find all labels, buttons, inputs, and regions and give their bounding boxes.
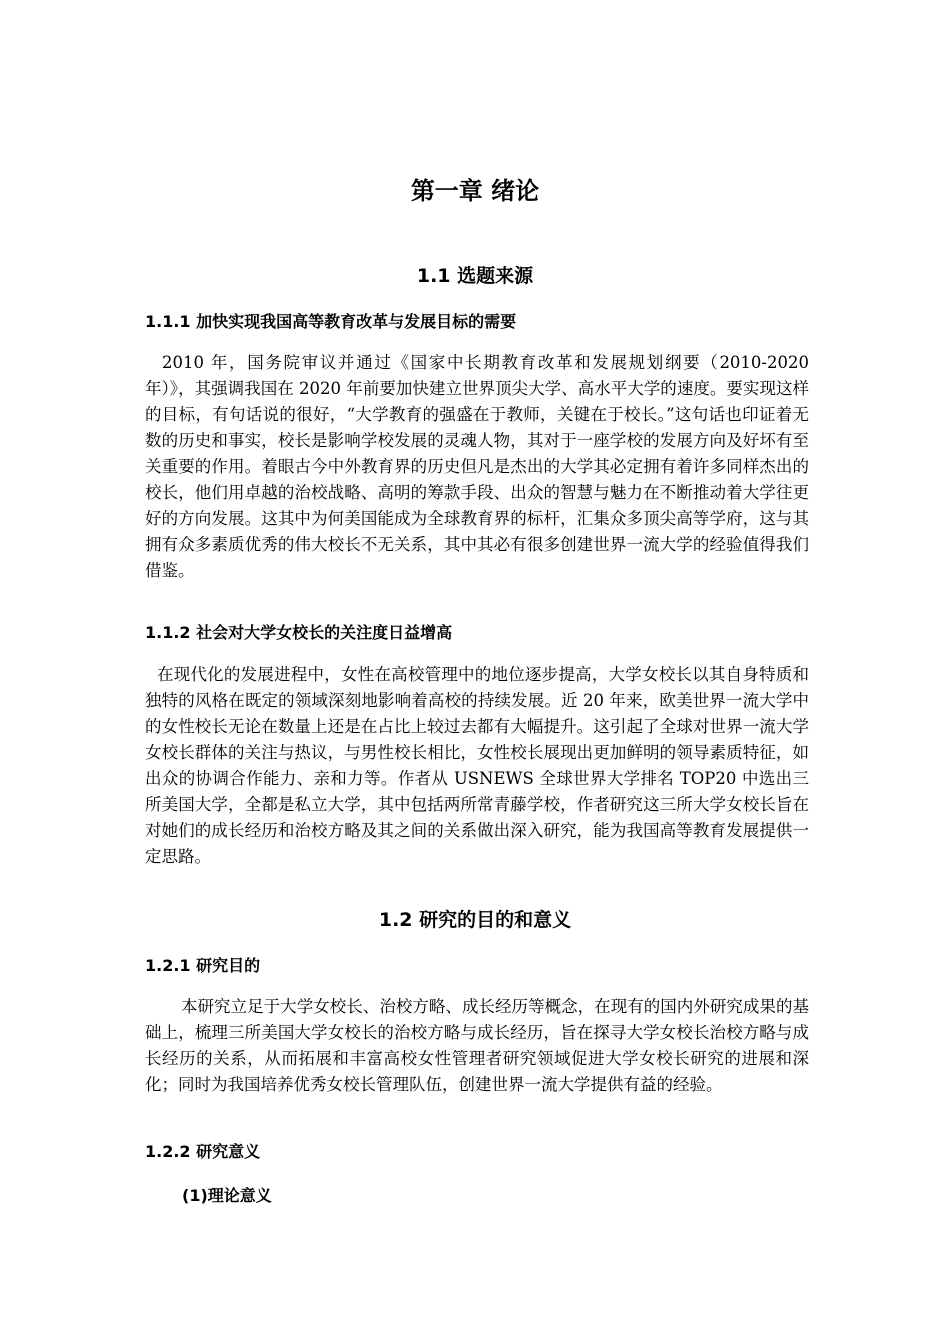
paragraph-1-1-2: 在现代化的发展进程中，女性在高校管理中的地位逐步提高，大学女校长以其自身特质和独特的风格在既定的领域深刻地影响着高校的持续发展。近 20 年来，欧美世界一流大学中的女性校长无论在数量上还是在占比上较过去都有大幅提升。这引起了全球对世界一流大学女校长群体的关注与热议，与男性校长相比，女性校长展现出更加鲜明的领导素质特征，如出众的协调合作能力、亲和力等。作者从 USNEWS 全球世界大学排名 TOP20 中选出三所美国大学，全都是私立大学，其中包括两所常青藤学校，作者研究这三所大学女校长旨在对她们的成长经历和治校方略及其之间的关系做出深入研究，能为我国高等教育发展提供一定思路。 [145,665,809,866]
section-title-1-2: 1.2 研究的目的和意义 [378,909,572,931]
paragraph-1-1-1: 2010 年，国务院审议并通过《国家中长期教育改革和发展规划纲要（2010-2020 年）》，其强调我国在 2020 年前要加快建立世界顶尖大学、高水平大学的速度。要实现这样的目标，有句话说的很好，“大学教育的强盛在于教师，关键在于校长。”这句话也印证着无数的历史和事实，校长是影响学校发展的灵魂人物，其对于一座学校的发展方向及好坏有至关重要的作用。着眼古今中外教育界的历史但凡是杰出的大学其必定拥有着许多同样杰出的校长，他们用卓越的治校战略、高明的筹款手段、出众的智慧与魅力在不断推动着大学往更好的方向发展。这其中为何美国能成为全球教育界的标杆，汇集众多顶尖高等学府，这与其拥有众多素质优秀的伟大校长不无关系，其中其必有很多创建世界一流大学的经验值得我们借鉴。 [145,353,809,580]
subsection-title-1-2-1: 1.2.1 研究目的 [145,956,261,975]
section-title-1-1: 1.1 选题来源 [416,265,534,287]
paragraph-1-2-1: 本研究立足于大学女校长、治校方略、成长经历等概念，在现有的国内外研究成果的基础上，梳理三所美国大学女校长的治校方略与成长经历，旨在探寻大学女校长治校方略与成长经历的关系，从而拓展和丰富高校女性管理者研究领域促进大学女校长研究的进展和深化；同时为我国培养优秀女校长管理队伍，创建世界一流大学提供有益的经验。 [145,997,809,1094]
chapter-title: 第一章 绪论 [410,177,540,205]
subsection-title-1-2-2: 1.2.2 研究意义 [145,1142,261,1161]
subsection-title-1-1-2: 1.1.2 社会对大学女校长的关注度日益增高 [145,623,453,642]
item-title-theoretical-significance: (1)理论意义 [182,1186,272,1205]
subsection-title-1-1-1: 1.1.1 加快实现我国高等教育改革与发展目标的需要 [145,312,517,331]
